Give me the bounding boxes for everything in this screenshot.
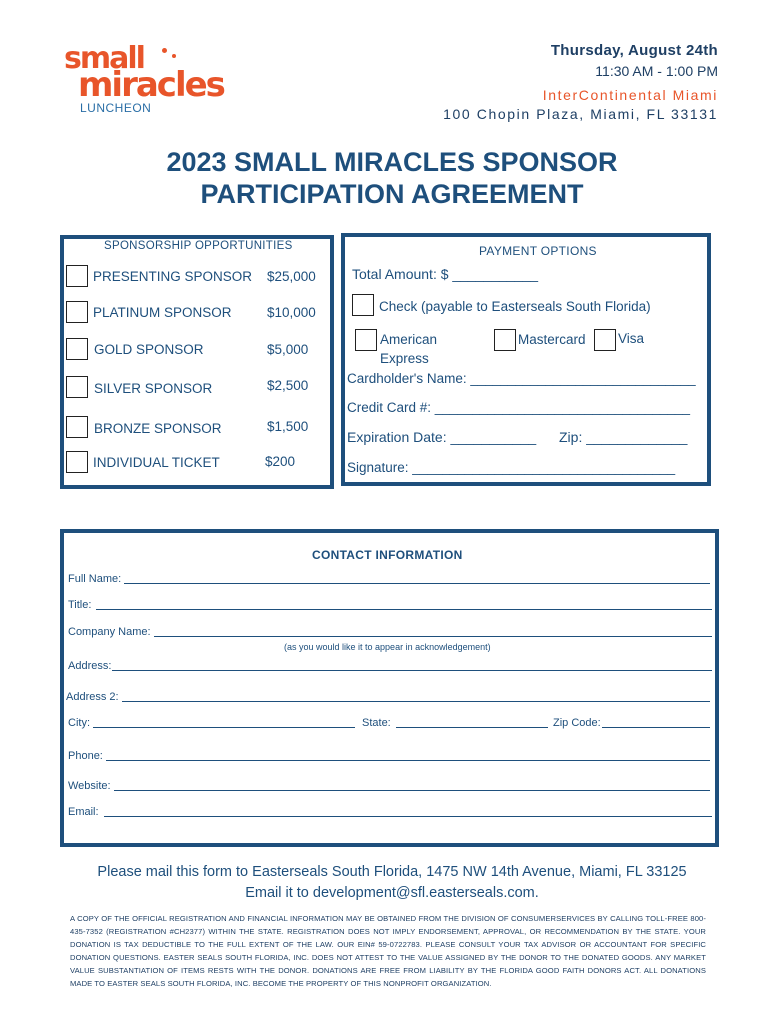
mastercard-checkbox[interactable] bbox=[494, 329, 516, 351]
phone-field[interactable] bbox=[106, 760, 710, 761]
company-name-label: Company Name: bbox=[68, 626, 151, 638]
check-label: Check (payable to Easterseals South Florida) bbox=[379, 299, 651, 314]
mailing-instructions bbox=[0, 862, 770, 904]
credit-card-field[interactable]: Credit Card #: __________________________________ bbox=[347, 400, 691, 415]
company-name-note: (as you would like it to appear in acknowledgement) bbox=[284, 642, 491, 652]
title-line-2: PARTICIPATION AGREEMENT bbox=[200, 179, 584, 209]
address-2-label: Address 2: bbox=[66, 691, 119, 703]
address-2-field[interactable] bbox=[122, 701, 710, 702]
expiration-date-field[interactable]: Expiration Date: ___________ bbox=[347, 429, 537, 445]
individual-ticket-label: INDIVIDUAL TICKET bbox=[93, 455, 220, 470]
presenting-sponsor-amount: $25,000 bbox=[267, 269, 316, 284]
logo-line-2: miracles bbox=[78, 65, 224, 105]
silver-sponsor-label: SILVER SPONSOR bbox=[94, 381, 213, 396]
city-label: City: bbox=[68, 717, 90, 729]
logo-dot-icon bbox=[162, 48, 167, 53]
title-line-1: 2023 SMALL MIRACLES SPONSOR bbox=[166, 147, 618, 177]
mailing-address: Please mail this form to Easterseals South Florida, 1475 NW 14th Avenue, Miami, FL 33125 bbox=[97, 864, 687, 880]
event-address: 100 Chopin Plaza, Miami, FL 33131 bbox=[443, 106, 718, 122]
platinum-sponsor-label: PLATINUM SPONSOR bbox=[93, 305, 232, 320]
event-time: 11:30 AM - 1:00 PM bbox=[595, 63, 718, 79]
event-details bbox=[443, 42, 718, 122]
website-field[interactable] bbox=[114, 790, 710, 791]
legal-disclaimer: A COPY OF THE OFFICIAL REGISTRATION AND FINANCIAL INFORMATION MAY BE OBTAINED FROM THE DIVISION OF CONSUMERSERVICES BY CALLING TOLL-FREE 800-435-7352 (REGISTRATION #CH2377) WITHIN THE STATE. REGISTRATION DOES NOT IMPLY ENDORSEMENT, APPROVAL, OR RECOMMENDATION BY THE STATE. YOUR DONATION IS TAX DEDUCTIBLE TO THE FULL EXTENT OF THE LAW. OUR EIN# 59-0722783. PLEASE CONSULT YOUR TAX ADVISOR OR ACCOUNTANT FOR SPECIFIC DONATION QUESTIONS. EASTER SEALS SOUTH FLORIDA, INC. DOES NOT ATTEST TO THE VALUE ASSIGNED BY THE DONOR TO THE DONATED GOODS. ANY MARKET VALUE SUBSTANTIATION OF ITEMS RESTS WITH THE DONOR. DONATIONS ARE FREE FROM LIABILITY BY THE FLORIDA GOOD FAITH DONORS ACT. ALL DONATIONS MADE TO EASTER SEALS SOUTH FLORIDA, INC. BECOME THE PROPERTY OF THIS NONPROFIT ORGANIZATION. bbox=[70, 914, 706, 988]
total-amount-field[interactable]: Total Amount: $ ___________ bbox=[352, 266, 539, 282]
full-name-label: Full Name: bbox=[68, 573, 122, 585]
check-checkbox[interactable] bbox=[352, 294, 374, 316]
state-label: State: bbox=[362, 717, 391, 729]
full-name-field[interactable] bbox=[124, 583, 710, 584]
payment-heading: PAYMENT OPTIONS bbox=[479, 244, 597, 258]
individual-ticket-checkbox[interactable] bbox=[66, 451, 88, 473]
platinum-sponsor-checkbox[interactable] bbox=[66, 301, 88, 323]
silver-sponsor-checkbox[interactable] bbox=[66, 376, 88, 398]
zip-code-label: Zip Code: bbox=[553, 717, 601, 729]
amex-label-line-1: American bbox=[380, 332, 438, 347]
event-day: Thursday, August 24th bbox=[550, 42, 718, 59]
address-label: Address: bbox=[68, 660, 112, 672]
gold-sponsor-label: GOLD SPONSOR bbox=[94, 342, 204, 357]
presenting-sponsor-checkbox[interactable] bbox=[66, 265, 88, 287]
silver-sponsor-amount: $2,500 bbox=[267, 378, 309, 393]
event-venue: InterContinental Miami bbox=[542, 87, 718, 103]
payment-zip-field[interactable]: Zip: _____________ bbox=[559, 429, 688, 445]
address-field[interactable] bbox=[112, 670, 712, 671]
visa-label: Visa bbox=[618, 331, 645, 346]
amex-checkbox[interactable] bbox=[355, 329, 377, 351]
bronze-sponsor-checkbox[interactable] bbox=[66, 416, 88, 438]
cardholder-name-field[interactable]: Cardholder's Name: ______________________________ bbox=[347, 371, 696, 386]
contact-heading: CONTACT INFORMATION bbox=[312, 548, 463, 562]
logo-line-3: LUNCHEON bbox=[80, 101, 152, 115]
title-field[interactable] bbox=[96, 609, 712, 610]
visa-checkbox[interactable] bbox=[594, 329, 616, 351]
logo-line-1: small bbox=[64, 41, 144, 76]
presenting-sponsor-label: PRESENTING SPONSOR bbox=[93, 269, 253, 284]
small-miracles-logo bbox=[64, 41, 234, 120]
state-field[interactable] bbox=[396, 727, 548, 728]
gold-sponsor-checkbox[interactable] bbox=[66, 338, 88, 360]
contact-box bbox=[60, 529, 719, 847]
zip-code-field[interactable] bbox=[602, 727, 710, 728]
logo-dot-icon bbox=[172, 54, 176, 58]
page-title bbox=[0, 146, 770, 210]
website-label: Website: bbox=[68, 780, 111, 792]
signature-field[interactable]: Signature: ___________________________________ bbox=[347, 460, 676, 475]
title-label: Title: bbox=[68, 599, 92, 611]
city-field[interactable] bbox=[93, 727, 355, 728]
bronze-sponsor-label: BRONZE SPONSOR bbox=[94, 421, 222, 436]
gold-sponsor-amount: $5,000 bbox=[267, 342, 309, 357]
company-name-field[interactable] bbox=[154, 636, 712, 637]
email-field[interactable] bbox=[104, 816, 712, 817]
individual-ticket-amount: $200 bbox=[265, 454, 296, 469]
mastercard-label: Mastercard bbox=[518, 332, 586, 347]
sponsorship-heading: SPONSORSHIP OPPORTUNITIES bbox=[104, 240, 293, 252]
bronze-sponsor-amount: $1,500 bbox=[267, 419, 309, 434]
amex-label-line-2: Express bbox=[380, 351, 429, 366]
mailing-email[interactable]: Email it to development@sfl.easterseals.com. bbox=[245, 885, 539, 901]
email-label: Email: bbox=[68, 806, 99, 818]
phone-label: Phone: bbox=[68, 750, 103, 762]
platinum-sponsor-amount: $10,000 bbox=[267, 305, 316, 320]
